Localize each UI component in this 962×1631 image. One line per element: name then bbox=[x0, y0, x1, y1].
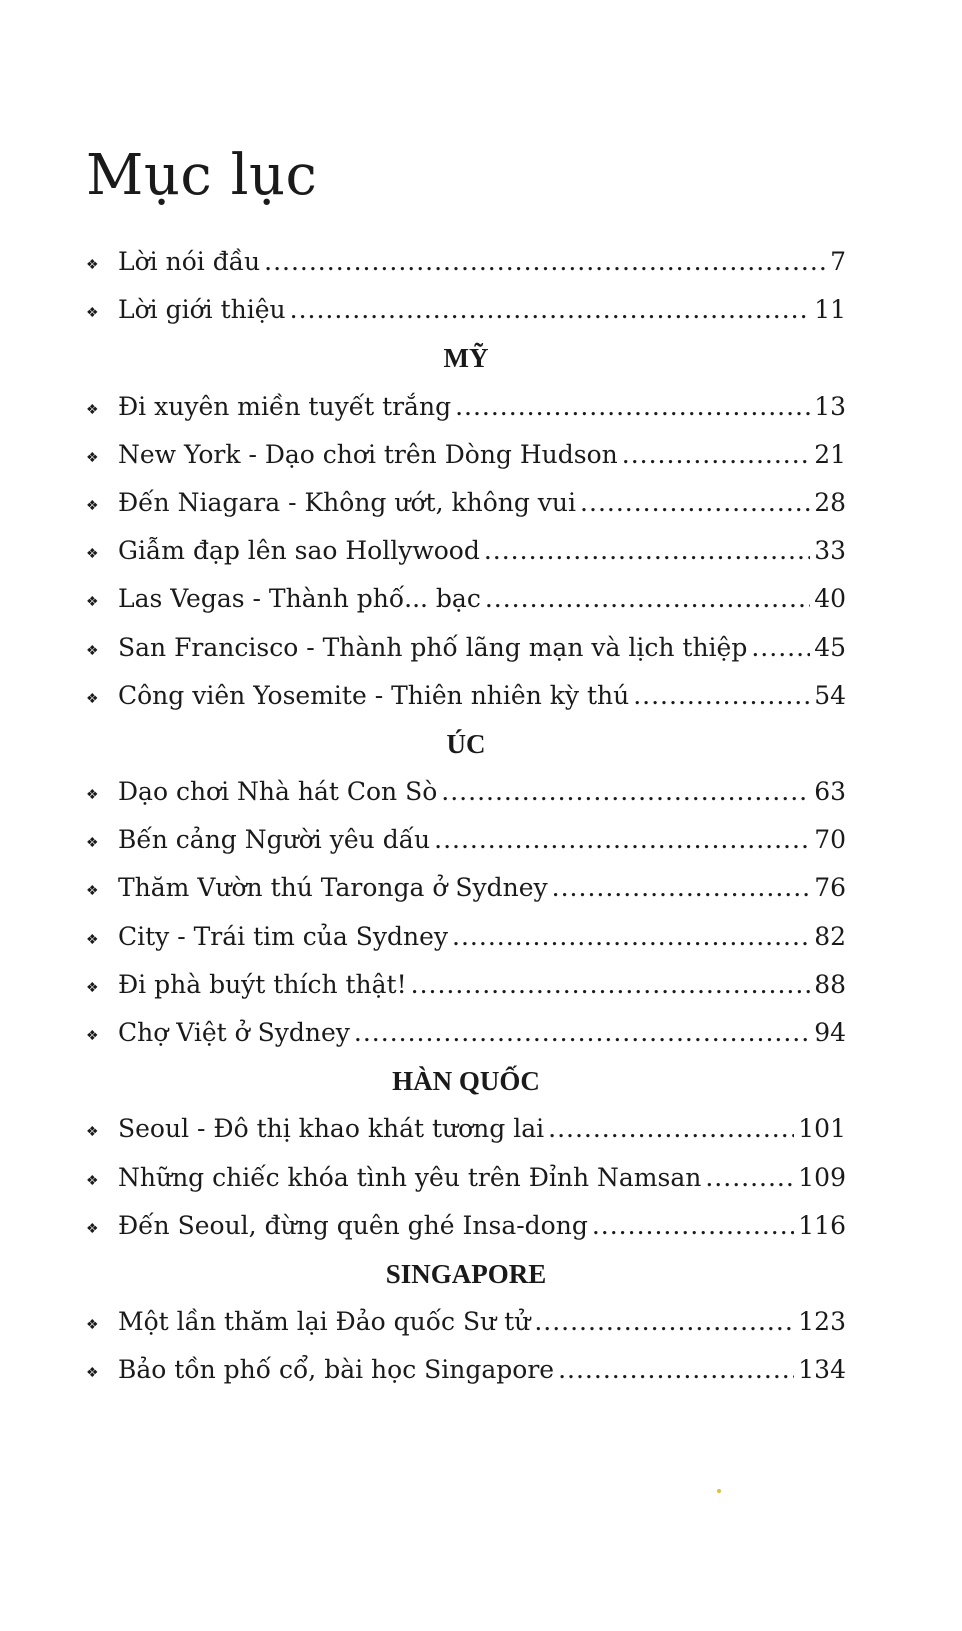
page-number: 7 bbox=[830, 247, 846, 276]
dot-leader bbox=[705, 1154, 794, 1202]
dot-leader bbox=[580, 479, 810, 527]
page-number: 94 bbox=[814, 1018, 846, 1047]
dot-leader bbox=[441, 768, 810, 816]
entry-title: Đến Niagara - Không ướt, không vui bbox=[118, 487, 577, 517]
entry-title: New York - Dạo chơi trên Dòng Hudson bbox=[118, 439, 618, 469]
diamond-bullet-icon: ❖ bbox=[86, 1028, 99, 1044]
entry-title: City - Trái tim của Sydney bbox=[118, 921, 449, 951]
toc-entry bbox=[86, 238, 846, 286]
page-number: 123 bbox=[798, 1307, 846, 1337]
table-of-contents bbox=[86, 238, 846, 1395]
diamond-bullet-icon: ❖ bbox=[86, 1317, 99, 1334]
entry-title: Đi phà buýt thích thật! bbox=[118, 969, 407, 999]
page-number: 40 bbox=[814, 584, 846, 614]
dot-leader bbox=[592, 1202, 794, 1250]
diamond-bullet-icon: ❖ bbox=[86, 449, 99, 466]
toc-entry bbox=[86, 383, 846, 431]
diamond-bullet-icon: ❖ bbox=[86, 1365, 99, 1382]
toc-entry bbox=[86, 1346, 846, 1394]
dot-leader bbox=[264, 238, 826, 286]
page-number: 54 bbox=[814, 680, 846, 710]
dot-leader bbox=[485, 575, 810, 623]
diamond-bullet-icon: ❖ bbox=[86, 1220, 99, 1237]
dot-leader bbox=[633, 672, 810, 720]
diamond-bullet-icon: ❖ bbox=[86, 1124, 99, 1141]
toc-entry bbox=[86, 672, 846, 720]
dot-leader bbox=[354, 1009, 810, 1057]
page-number: 13 bbox=[814, 391, 846, 421]
dot-leader bbox=[452, 913, 810, 961]
diamond-bullet-icon: ❖ bbox=[86, 546, 99, 563]
entry-title: Seoul - Đô thị khao khát tương lai bbox=[118, 1114, 545, 1144]
diamond-bullet-icon: ❖ bbox=[86, 594, 99, 611]
page-number: 76 bbox=[814, 873, 846, 903]
entry-title: Bảo tồn phố cổ, bài học Singapore bbox=[118, 1355, 555, 1385]
toc-entry bbox=[86, 431, 846, 479]
toc-entry bbox=[86, 286, 846, 334]
toc-entry bbox=[86, 864, 846, 912]
dot-leader bbox=[411, 961, 811, 1009]
entry-title: Chợ Việt ở Sydney bbox=[118, 1018, 350, 1047]
print-speck bbox=[717, 1489, 721, 1493]
entry-title: Las Vegas - Thành phố... bạc bbox=[118, 584, 481, 614]
toc-entry bbox=[86, 575, 846, 623]
diamond-bullet-icon: ❖ bbox=[86, 1172, 99, 1189]
section-heading: MỸ bbox=[443, 343, 489, 374]
page-number: 82 bbox=[814, 921, 846, 951]
page-number: 116 bbox=[798, 1210, 846, 1240]
page-number: 11 bbox=[814, 295, 846, 325]
toc-entry bbox=[86, 913, 846, 961]
diamond-bullet-icon: ❖ bbox=[86, 401, 99, 418]
toc-entry bbox=[86, 961, 846, 1009]
entry-title: Dạo chơi Nhà hát Con Sò bbox=[118, 777, 438, 807]
diamond-bullet-icon: ❖ bbox=[86, 931, 99, 948]
section-heading: HÀN QUỐC bbox=[392, 1066, 540, 1097]
page-number: 63 bbox=[814, 777, 846, 807]
page-number: 88 bbox=[814, 969, 846, 999]
toc-entry bbox=[86, 1105, 846, 1153]
toc-entry bbox=[86, 768, 846, 816]
dot-leader bbox=[455, 383, 810, 431]
entry-title: Đi xuyên miền tuyết trắng bbox=[118, 391, 452, 421]
dot-leader bbox=[552, 864, 811, 912]
diamond-bullet-icon: ❖ bbox=[86, 690, 99, 707]
entry-title: Lời giới thiệu bbox=[118, 295, 286, 325]
toc-entry bbox=[86, 1298, 846, 1346]
entry-title: Thăm Vườn thú Taronga ở Sydney bbox=[118, 873, 548, 903]
entry-title: Một lần thăm lại Đảo quốc Sư tử bbox=[118, 1307, 531, 1337]
toc-entry bbox=[86, 1154, 846, 1202]
entry-title: Bến cảng Người yêu dấu bbox=[118, 825, 431, 855]
page-number: 28 bbox=[814, 487, 846, 517]
page-number: 109 bbox=[798, 1162, 846, 1192]
dot-leader bbox=[434, 816, 810, 864]
page-title: Mục lục bbox=[86, 142, 318, 208]
toc-entry bbox=[86, 527, 846, 575]
dot-leader bbox=[534, 1298, 794, 1346]
entry-title: San Francisco - Thành phố lãng mạn và lịch thiệp bbox=[118, 632, 748, 662]
diamond-bullet-icon: ❖ bbox=[86, 257, 99, 273]
diamond-bullet-icon: ❖ bbox=[86, 835, 99, 852]
toc-entry bbox=[86, 624, 846, 672]
entry-title: Giẫm đạp lên sao Hollywood bbox=[118, 536, 480, 566]
toc-entry bbox=[86, 816, 846, 864]
entry-title: Công viên Yosemite - Thiên nhiên kỳ thú bbox=[118, 680, 630, 710]
diamond-bullet-icon: ❖ bbox=[86, 305, 99, 322]
page-number: 45 bbox=[814, 632, 846, 662]
page-number: 101 bbox=[798, 1114, 846, 1144]
dot-leader bbox=[558, 1346, 794, 1394]
toc-entry bbox=[86, 1009, 846, 1057]
dot-leader bbox=[290, 286, 811, 334]
dot-leader bbox=[484, 527, 810, 575]
page-number: 21 bbox=[814, 439, 846, 469]
entry-title: Đến Seoul, đừng quên ghé Insa-dong bbox=[118, 1210, 588, 1240]
entry-title: Những chiếc khóa tình yêu trên Đỉnh Namsan bbox=[118, 1162, 702, 1192]
page-number: 134 bbox=[798, 1355, 846, 1385]
toc-entry bbox=[86, 1202, 846, 1250]
dot-leader bbox=[751, 624, 810, 672]
dot-leader bbox=[622, 431, 810, 479]
dot-leader bbox=[548, 1105, 794, 1153]
diamond-bullet-icon: ❖ bbox=[86, 642, 99, 659]
page-number: 70 bbox=[814, 825, 846, 855]
diamond-bullet-icon: ❖ bbox=[86, 787, 99, 804]
diamond-bullet-icon: ❖ bbox=[86, 883, 99, 900]
toc-entry bbox=[86, 479, 846, 527]
section-heading: ÚC bbox=[446, 728, 486, 759]
section-heading: SINGAPORE bbox=[385, 1258, 547, 1289]
entry-title: Lời nói đầu bbox=[118, 247, 261, 276]
diamond-bullet-icon: ❖ bbox=[86, 979, 99, 996]
page-number: 33 bbox=[814, 536, 846, 566]
diamond-bullet-icon: ❖ bbox=[86, 497, 99, 514]
